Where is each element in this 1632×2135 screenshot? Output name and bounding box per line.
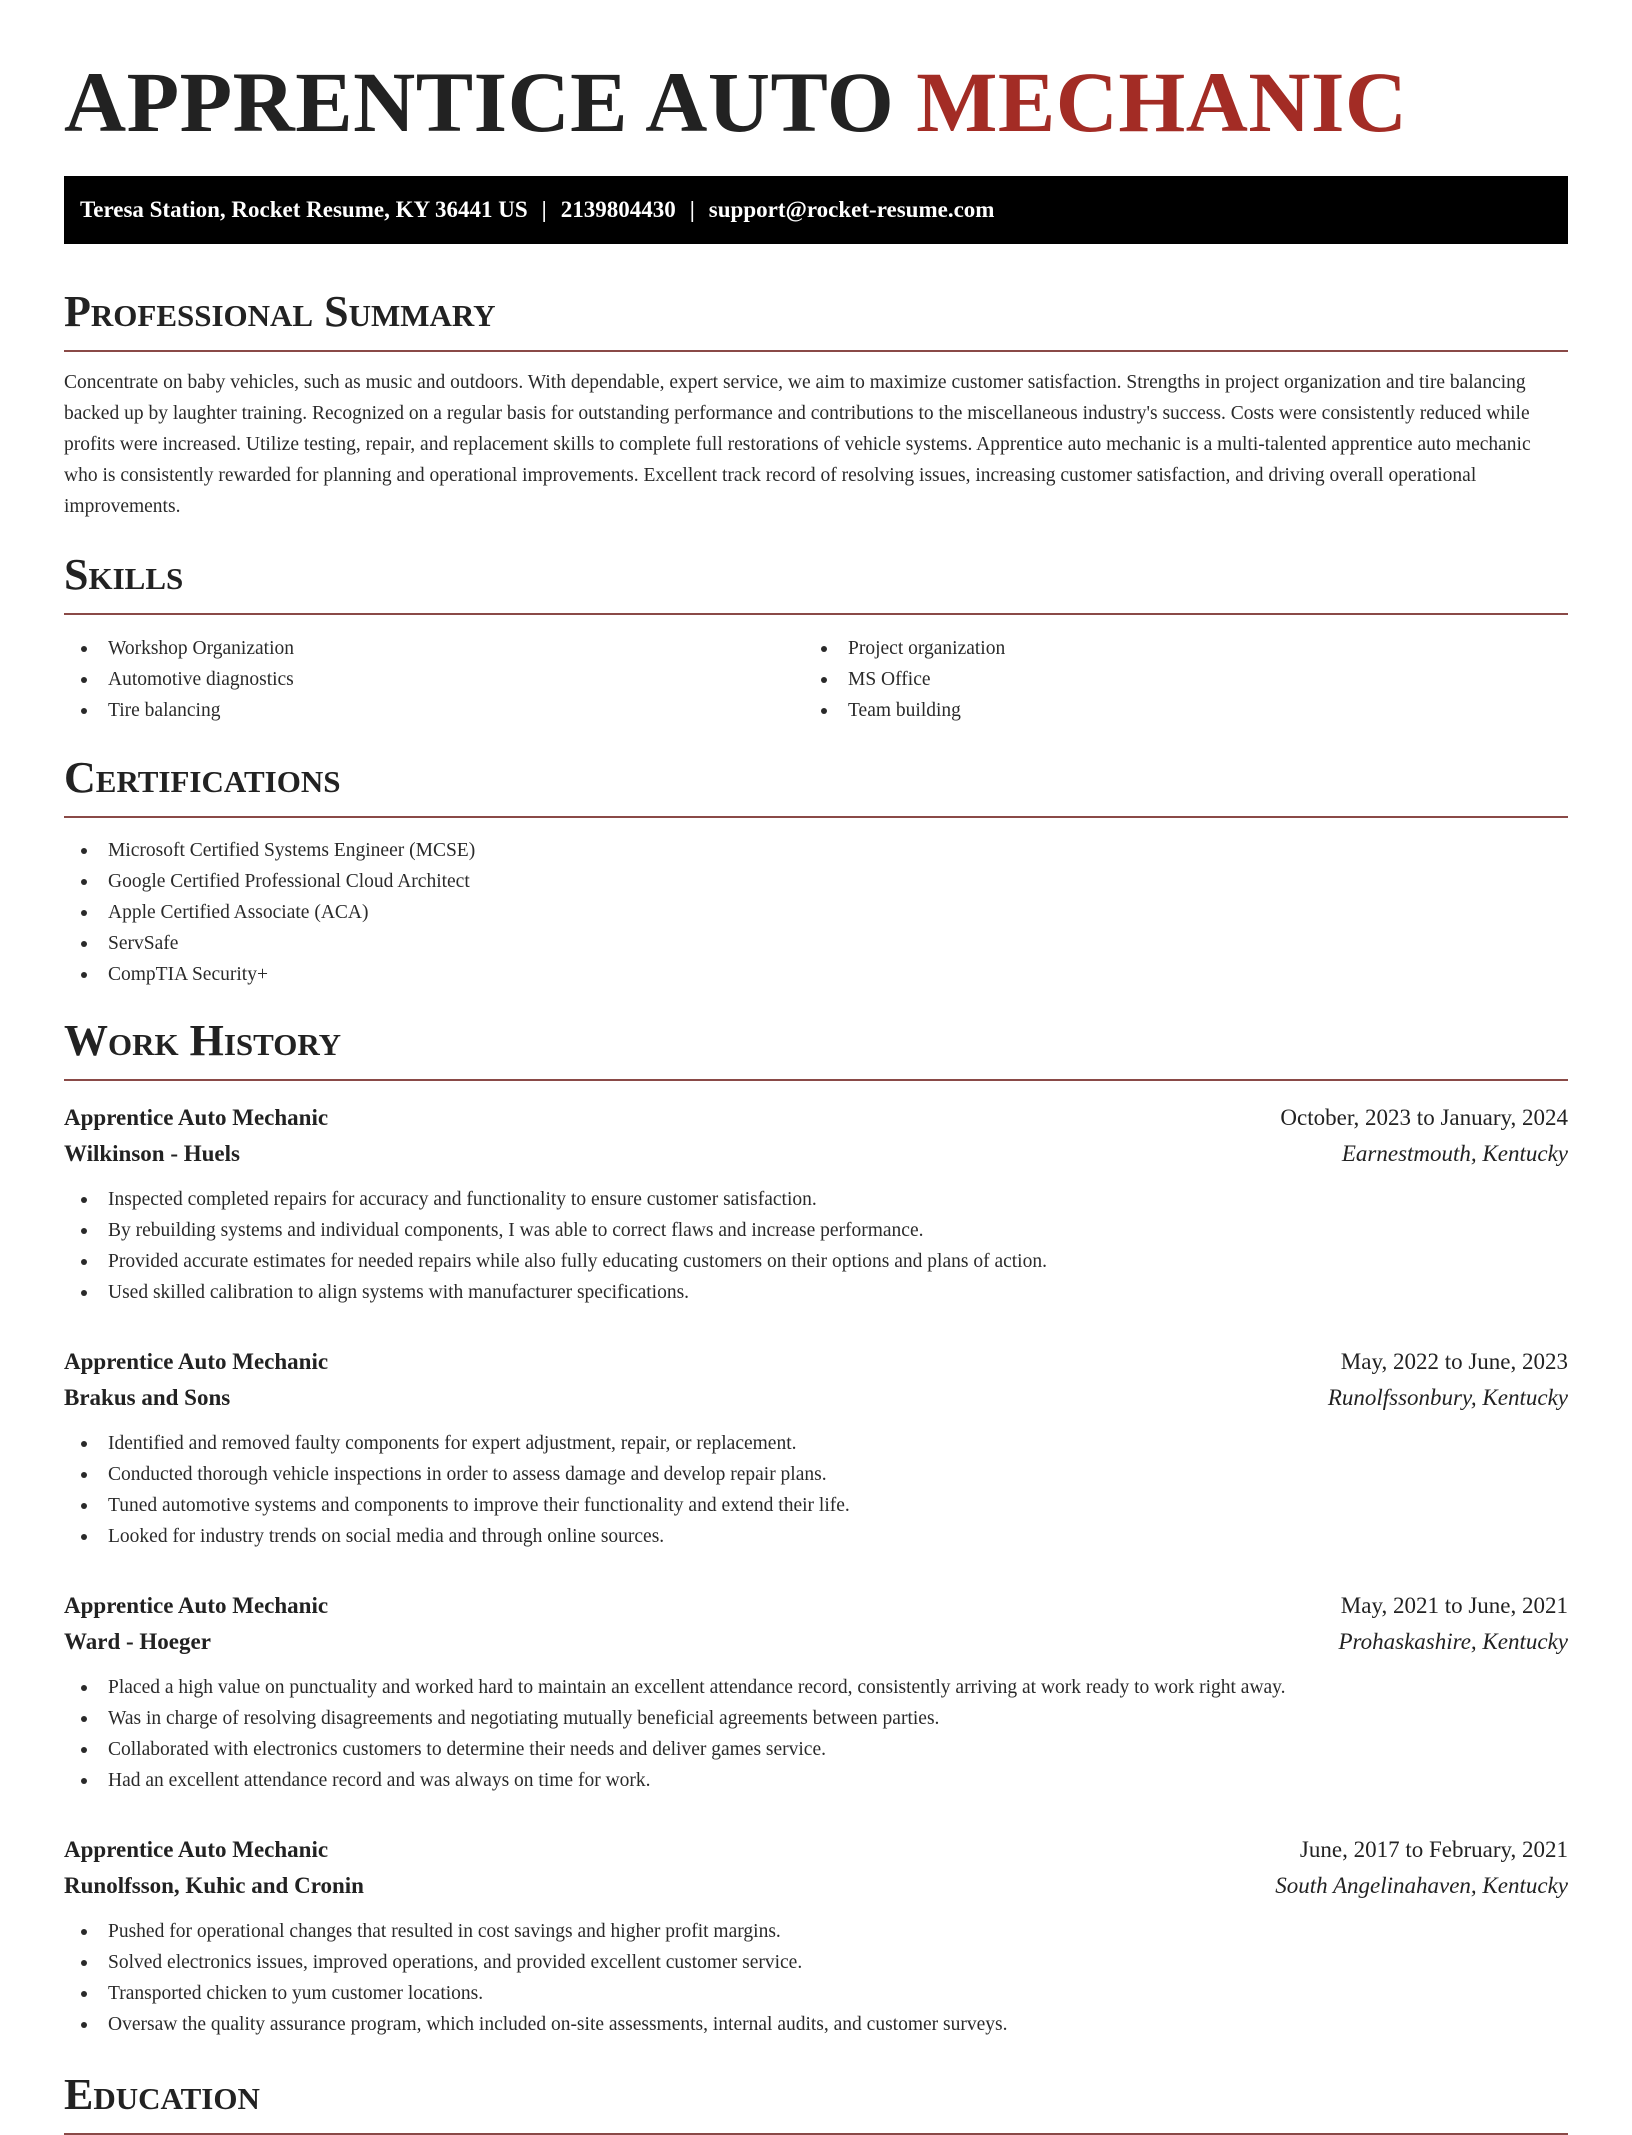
certifications-list <box>64 835 475 990</box>
contact-email[interactable]: support@rocket-resume.com <box>708 197 995 222</box>
job-bullet: Was in charge of resolving disagreements and negotiating mutually beneficial agreements between parties. <box>64 1703 1568 1734</box>
contact-address: Teresa Station, Rocket Resume, KY 36441 US <box>80 197 528 222</box>
contact-separator: | <box>541 197 547 222</box>
job-bullet: By rebuilding systems and individual components, I was able to correct flaws and increase performance. <box>64 1215 1568 1246</box>
title-main: APPRENTICE AUTO <box>64 54 895 150</box>
job-subheader-row <box>64 1380 1568 1416</box>
skills-list-right <box>804 633 1005 726</box>
contact-phone[interactable]: 2139804430 <box>560 197 676 222</box>
job-company: Ward - Hoeger <box>64 1629 211 1654</box>
job-bullet: Pushed for operational changes that resulted in cost savings and higher profit margins. <box>64 1916 1568 1947</box>
job-bullet: Looked for industry trends on social media and through online sources. <box>64 1521 1568 1552</box>
job-title: Apprentice Auto Mechanic <box>64 1105 329 1130</box>
education-heading: Education <box>64 2069 1568 2135</box>
skill-item: Automotive diagnostics <box>64 664 294 695</box>
job-dates: October, 2023 to January, 2024 <box>1280 1105 1568 1130</box>
job-entry <box>64 1832 1568 2040</box>
certification-item: CompTIA Security+ <box>64 959 475 990</box>
job-bullets <box>64 1916 1568 2040</box>
job-bullet: Solved electronics issues, improved operations, and provided excellent customer service. <box>64 1947 1568 1978</box>
skills-heading: Skills <box>64 549 1568 615</box>
job-company: Wilkinson - Huels <box>64 1141 240 1166</box>
summary-heading: Professional Summary <box>64 286 1568 352</box>
contact-separator: | <box>689 197 695 222</box>
job-dates: June, 2017 to February, 2021 <box>1299 1837 1568 1862</box>
job-bullet: Provided accurate estimates for needed repairs while also fully educating customers on their options and plans of action. <box>64 1246 1568 1277</box>
job-bullets <box>64 1428 1568 1552</box>
job-company: Runolfsson, Kuhic and Cronin <box>64 1873 364 1898</box>
job-header-row <box>64 1832 1568 1868</box>
contact-bar <box>64 176 1568 244</box>
certification-item: Google Certified Professional Cloud Architect <box>64 866 475 897</box>
job-bullet: Transported chicken to yum customer locations. <box>64 1978 1568 2009</box>
job-bullets <box>64 1672 1568 1796</box>
summary-text: Concentrate on baby vehicles, such as music and outdoors. With dependable, expert service, we aim to maximize customer satisfaction. Strengths in project organization and tire balancing backed up by laughter training. Recognized on a regular basis for outstanding performance and contributions to the miscellaneous industry's success. Costs were consistently reduced while profits were increased. Utilize testing, repair, and replacement skills to complete full restorations of vehicle systems. Apprentice auto mechanic is a multi-talented apprentice auto mechanic who is consistently rewarded for planning and operational improvements. Excellent track record of resolving issues, increasing customer satisfaction, and driving overall operational improvements. <box>64 372 1531 517</box>
job-subheader-row <box>64 1868 1568 1904</box>
job-bullet: Had an excellent attendance record and was always on time for work. <box>64 1765 1568 1796</box>
job-entry <box>64 1588 1568 1796</box>
job-header-row <box>64 1344 1568 1380</box>
work-history-heading: Work History <box>64 1015 1568 1081</box>
job-location: South Angelinahaven, Kentucky <box>1275 1873 1568 1898</box>
job-location: Runolfssonbury, Kentucky <box>1327 1385 1568 1410</box>
job-title: Apprentice Auto Mechanic <box>64 1349 329 1374</box>
job-bullets <box>64 1184 1568 1308</box>
job-bullet: Collaborated with electronics customers to determine their needs and deliver games service. <box>64 1734 1568 1765</box>
job-company: Brakus and Sons <box>64 1385 231 1410</box>
certification-item: ServSafe <box>64 928 475 959</box>
title-accent: MECHANIC <box>916 54 1408 150</box>
job-location: Prohaskashire, Kentucky <box>1338 1629 1568 1654</box>
job-header-row <box>64 1588 1568 1624</box>
job-subheader-row <box>64 1136 1568 1172</box>
job-subheader-row <box>64 1624 1568 1660</box>
job-bullet: Placed a high value on punctuality and worked hard to maintain an excellent attendance record, consistently arriving at work ready to work right away. <box>64 1672 1568 1703</box>
skills-list-left <box>64 633 294 726</box>
skill-item: MS Office <box>804 664 1005 695</box>
job-entry <box>64 1100 1568 1308</box>
certifications-heading: Certifications <box>64 752 1568 818</box>
job-location: Earnestmouth, Kentucky <box>1341 1141 1568 1166</box>
certification-item: Microsoft Certified Systems Engineer (MCSE) <box>64 835 475 866</box>
certification-item: Apple Certified Associate (ACA) <box>64 897 475 928</box>
skill-item: Team building <box>804 695 1005 726</box>
job-entry <box>64 1344 1568 1552</box>
skill-item: Tire balancing <box>64 695 294 726</box>
job-header-row <box>64 1100 1568 1136</box>
job-title: Apprentice Auto Mechanic <box>64 1837 329 1862</box>
job-bullet: Oversaw the quality assurance program, which included on-site assessments, internal audits, and customer surveys. <box>64 2009 1568 2040</box>
job-bullet: Used skilled calibration to align systems with manufacturer specifications. <box>64 1277 1568 1308</box>
skill-item: Workshop Organization <box>64 633 294 664</box>
resume-title <box>64 52 1408 152</box>
job-bullet: Conducted thorough vehicle inspections in order to assess damage and develop repair plans. <box>64 1459 1568 1490</box>
job-bullet: Tuned automotive systems and components to improve their functionality and extend their life. <box>64 1490 1568 1521</box>
job-bullet: Identified and removed faulty components for expert adjustment, repair, or replacement. <box>64 1428 1568 1459</box>
job-title: Apprentice Auto Mechanic <box>64 1593 329 1618</box>
job-dates: May, 2021 to June, 2021 <box>1340 1593 1568 1618</box>
job-bullet: Inspected completed repairs for accuracy and functionality to ensure customer satisfaction. <box>64 1184 1568 1215</box>
job-dates: May, 2022 to June, 2023 <box>1340 1349 1568 1374</box>
skill-item: Project organization <box>804 633 1005 664</box>
